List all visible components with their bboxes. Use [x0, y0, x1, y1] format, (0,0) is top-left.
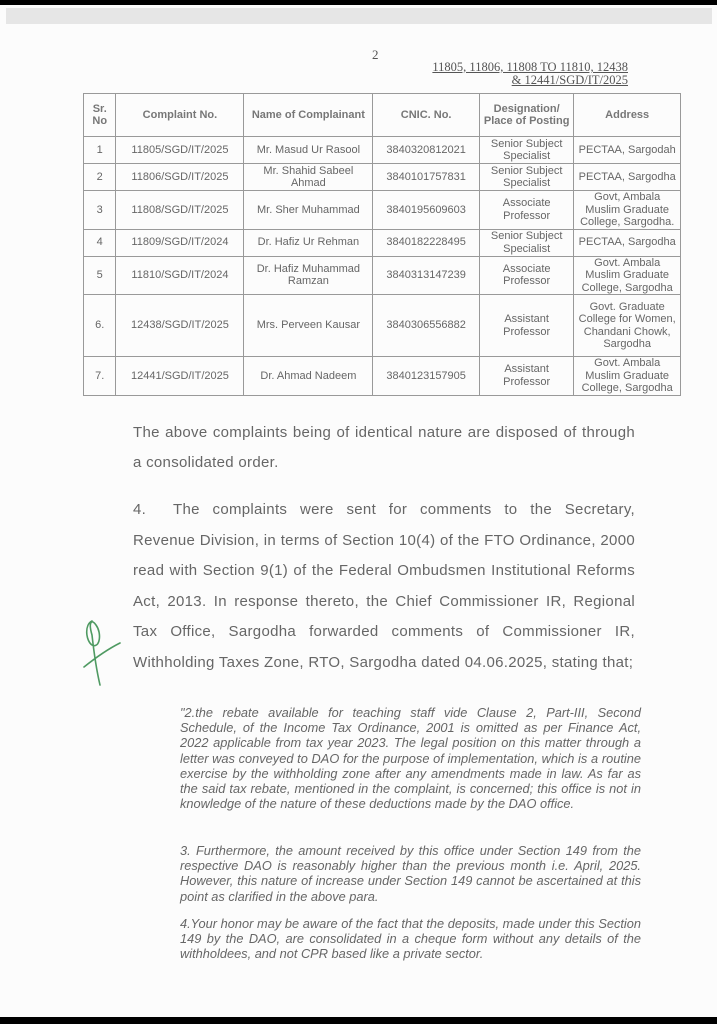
reference-number	[418, 61, 628, 87]
cell-designation: Assistant Professor	[479, 295, 573, 357]
table-row	[84, 295, 681, 357]
cell-sr-no: 7.	[84, 357, 116, 396]
header-sr-no: Sr. No	[84, 94, 116, 137]
table-row	[84, 137, 681, 164]
cell-sr-no: 3	[84, 191, 116, 230]
consolidation-paragraph: The above complaints being of identical nature are disposed of through a consolidated order.	[133, 424, 635, 471]
cell-name: Mr. Sher Muhammad	[244, 191, 373, 230]
cell-complaint-no: 11809/SGD/IT/2024	[116, 229, 244, 256]
cell-designation: Senior Subject Specialist	[479, 164, 573, 191]
cell-cnic: 3840101757831	[373, 164, 480, 191]
cell-designation: Associate Professor	[479, 256, 573, 295]
cell-cnic: 3840195609603	[373, 191, 480, 230]
cell-cnic: 3840313147239	[373, 256, 480, 295]
header-designation: Designation/ Place of Posting	[479, 94, 573, 137]
cell-designation: Associate Professor	[479, 191, 573, 230]
cell-address: Govt, Ambala Muslim Graduate College, Sargodha.	[574, 191, 681, 230]
cell-name: Mr. Masud Ur Rasool	[244, 137, 373, 164]
cell-name: Dr. Ahmad Nadeem	[244, 357, 373, 396]
cell-sr-no: 4	[84, 229, 116, 256]
table-row	[84, 256, 681, 295]
table-row	[84, 357, 681, 396]
cell-cnic: 3840182228495	[373, 229, 480, 256]
table-row	[84, 164, 681, 191]
cell-address: PECTAA, Sargodah	[574, 137, 681, 164]
cell-sr-no: 2	[84, 164, 116, 191]
paragraph-4	[133, 495, 635, 678]
cell-complaint-no: 11805/SGD/IT/2025	[116, 137, 244, 164]
table-row	[84, 229, 681, 256]
cell-address: Govt. Graduate College for Women, Chandani Chowk, Sargodha	[574, 295, 681, 357]
header-complaint-no: Complaint No.	[116, 94, 244, 137]
cell-complaint-no: 11808/SGD/IT/2025	[116, 191, 244, 230]
paragraph-number: 4.	[133, 501, 147, 518]
complaints-table	[83, 93, 681, 396]
header-name: Name of Complainant	[244, 94, 373, 137]
header-address: Address	[574, 94, 681, 137]
cell-designation: Assistant Professor	[479, 357, 573, 396]
cell-name: Mrs. Perveen Kausar	[244, 295, 373, 357]
cell-sr-no: 5	[84, 256, 116, 295]
cell-address: Govt. Ambala Muslim Graduate College, Sargodha	[574, 256, 681, 295]
table-row	[84, 191, 681, 230]
cell-cnic: 3840306556882	[373, 295, 480, 357]
cell-name: Mr. Shahid Sabeel Ahmad	[244, 164, 373, 191]
cell-name: Dr. Hafiz Muhammad Ramzan	[244, 256, 373, 295]
cell-complaint-no: 12438/SGD/IT/2025	[116, 295, 244, 357]
document-page	[0, 5, 717, 1017]
page-number: 2	[372, 47, 379, 62]
cell-sr-no: 6.	[84, 295, 116, 357]
paragraph-4-text: The complaints were sent for comments to the Secretary, Revenue Division, in terms of Section 10(4) of the FTO Ordinance, 2000 read with Section 9(1) of the Federal Ombudsmen Institutional Reforms Act, 2013. In response thereto, the Chief Commissioner IR, Regional Tax Office, Sargodha forwarded comments of Commissioner IR, Withholding Taxes Zone, RTO, Sargodha dated 04.06.2025, stating that;	[133, 501, 635, 671]
cell-sr-no: 1	[84, 137, 116, 164]
cell-address: PECTAA, Sargodha	[574, 229, 681, 256]
cell-complaint-no: 11806/SGD/IT/2025	[116, 164, 244, 191]
cell-designation: Senior Subject Specialist	[479, 229, 573, 256]
cell-complaint-no: 11810/SGD/IT/2024	[116, 256, 244, 295]
cell-cnic: 3840123157905	[373, 357, 480, 396]
cell-designation: Senior Subject Specialist	[479, 137, 573, 164]
cell-address: Govt. Ambala Muslim Graduate College, Sargodha	[574, 357, 681, 396]
cell-address: PECTAA, Sargodha	[574, 164, 681, 191]
table-header-row	[84, 94, 681, 137]
cell-complaint-no: 12441/SGD/IT/2025	[116, 357, 244, 396]
quote-paragraph-4: 4.Your honor may be aware of the fact that the deposits, made under this Section 149 by the DAO, are consolidated in a cheque form without any details of the withholdees, and not CPR based like a private sector.	[180, 916, 641, 962]
quote-paragraph-3: 3. Furthermore, the amount received by this office under Section 149 from the respective DAO is reasonably higher than the previous month i.e. April, 2025. However, this nature of increase under Section 149 cannot be ascertained at this point as clarified in the above para.	[180, 843, 641, 904]
reference-line-1: 11805, 11806, 11808 TO 11810, 12438	[432, 60, 628, 74]
quote-paragraph-2: "2.the rebate available for teaching staff vide Clause 2, Part-III, Second Schedule, of the Income Tax Ordinance, 2001 is omitted as per Finance Act, 2022 applicable from tax year 2023. The legal position on this matter through a letter was conveyed to DAO for the purpose of implementation, which is a routine exercise by the withholding zone after any amendments made in law. As far as the said tax rebate, mentioned in the complaint, is concerned; this office is not in knowledge of the nature of these deductions made by the DAO office.	[180, 705, 641, 812]
cell-cnic: 3840320812021	[373, 137, 480, 164]
reference-line-2: & 12441/SGD/IT/2025	[511, 73, 628, 87]
cell-name: Dr. Hafiz Ur Rehman	[244, 229, 373, 256]
header-cnic: CNIC. No.	[373, 94, 480, 137]
initials-signature	[78, 613, 128, 698]
scan-edge-band	[6, 8, 712, 24]
